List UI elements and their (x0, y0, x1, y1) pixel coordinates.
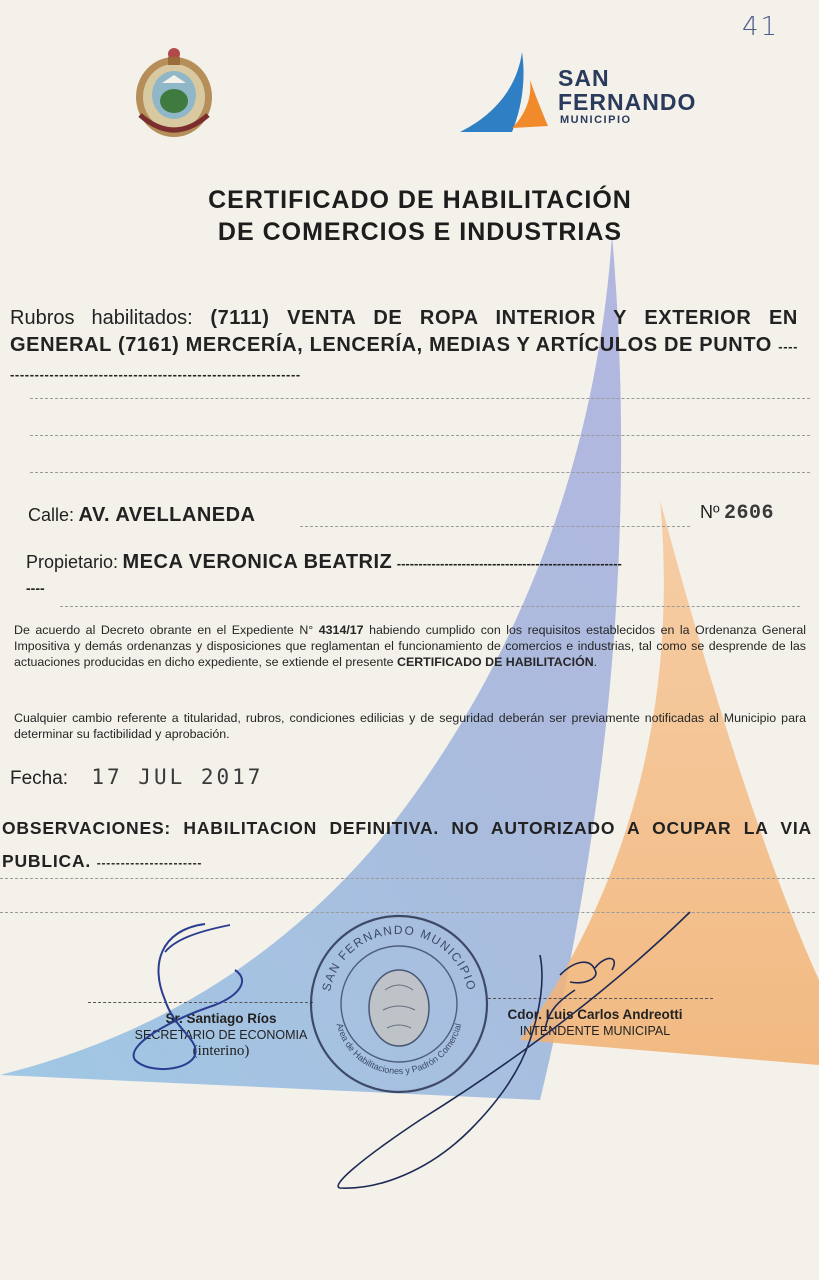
rubros-value: (7111) VENTA DE ROPA INTERIOR Y EXTERIOR EN GENERAL (7161) MERCERÍA, LENCERÍA, MEDIAS Y ARTÍCULOS DE PUNTO (10, 307, 798, 356)
mayor-role: INTENDENTE MUNICIPAL (519, 1024, 671, 1038)
dashed-rule (60, 606, 800, 607)
observaciones-field (2, 812, 812, 880)
numero-value: 2606 (724, 502, 775, 525)
signature-block-mayor (470, 1007, 720, 1039)
propietario-label: Propietario: (26, 552, 119, 572)
title-line-1: CERTIFICADO DE HABILITACIÓN (208, 186, 632, 214)
municipal-seal-stamp (305, 910, 493, 1098)
signature-line-right (488, 998, 713, 999)
san-fernando-sail-logo (460, 52, 550, 134)
rubros-dashes: --------------------------------------------------------------- (10, 339, 798, 382)
brand-wordmark (558, 66, 696, 126)
secretary-note: (interino) (192, 1043, 250, 1059)
fecha-field (10, 765, 263, 790)
fecha-label: Fecha: (10, 768, 69, 789)
brand-line-fernando: FERNANDO (558, 89, 697, 115)
propietario-field (26, 551, 622, 574)
mayor-name: Cdor. Luis Carlos Andreotti (507, 1007, 683, 1022)
propietario-dashes: ---------------------------------------------------- (396, 556, 622, 571)
decree-text-start: De acuerdo al Decreto obrante en el Expediente N° (14, 623, 314, 637)
fecha-stamp-value: 17 JUL 2017 (91, 765, 264, 789)
calle-value: AV. AVELLANEDA (78, 504, 256, 526)
decree-text-end: . (593, 655, 598, 669)
svg-text:Area de Habilitaciones y Padró: Area de Habilitaciones y Padrón Comercial (334, 1022, 464, 1077)
rubros-field (10, 305, 798, 388)
dashed-rule (30, 435, 810, 436)
title-line-2: DE COMERCIOS E INDUSTRIAS (217, 218, 623, 246)
decree-paragraph (14, 622, 806, 670)
expediente-number: 4314/17 (318, 623, 364, 637)
propietario-continuation: ---- (26, 580, 45, 596)
decree-text-body: habiendo cumplido con los requisitos establecidos en la Ordenanza General Impositiva y demás ordenanzas y disposiciones que reglamentan el funcionamiento de comercios e industrias, tal como se desprende de las actuaciones producidas en dicho expediente, se extiende el presente (14, 623, 806, 669)
secretary-role: SECRETARIO DE ECONOMIA (134, 1028, 308, 1042)
secretary-name: Sr. Santiago Ríos (165, 1011, 277, 1026)
certificate-title (0, 184, 819, 248)
propietario-value: MECA VERONICA BEATRIZ (122, 551, 393, 573)
dashed-rule (300, 526, 690, 527)
brand-line-san: SAN (558, 65, 610, 91)
rubros-label: Rubros habilitados: (10, 307, 193, 329)
calle-field (28, 504, 256, 527)
brand-line-municipio: MUNICIPIO (560, 114, 632, 126)
calle-label: Calle: (28, 505, 75, 525)
signature-line-left (88, 1002, 313, 1003)
dashed-rule (30, 472, 810, 473)
dashed-rule (0, 878, 815, 879)
svg-text:SAN FERNANDO MUNICIPIO: SAN FERNANDO MUNICIPIO (319, 922, 479, 993)
municipal-crest-logo (132, 45, 216, 141)
page-number: 41 (742, 12, 780, 42)
dashed-rule (30, 398, 810, 399)
observaciones-dashes: ---------------------- (96, 856, 203, 870)
certificate-emphasis: CERTIFICADO DE HABILITACIÓN (397, 655, 594, 669)
observaciones-text: OBSERVACIONES: HABILITACION DEFINITIVA. NO AUTORIZADO A OCUPAR LA VIA PUBLICA. (2, 818, 812, 871)
numero-field (700, 502, 774, 525)
notice-paragraph: Cualquier cambio referente a titularidad, rubros, condiciones edilicias y de seguridad deberán ser previamente notificadas al Municipio para determinar su factibilidad y aprobación. (14, 711, 806, 741)
numero-label: Nº (700, 502, 720, 522)
